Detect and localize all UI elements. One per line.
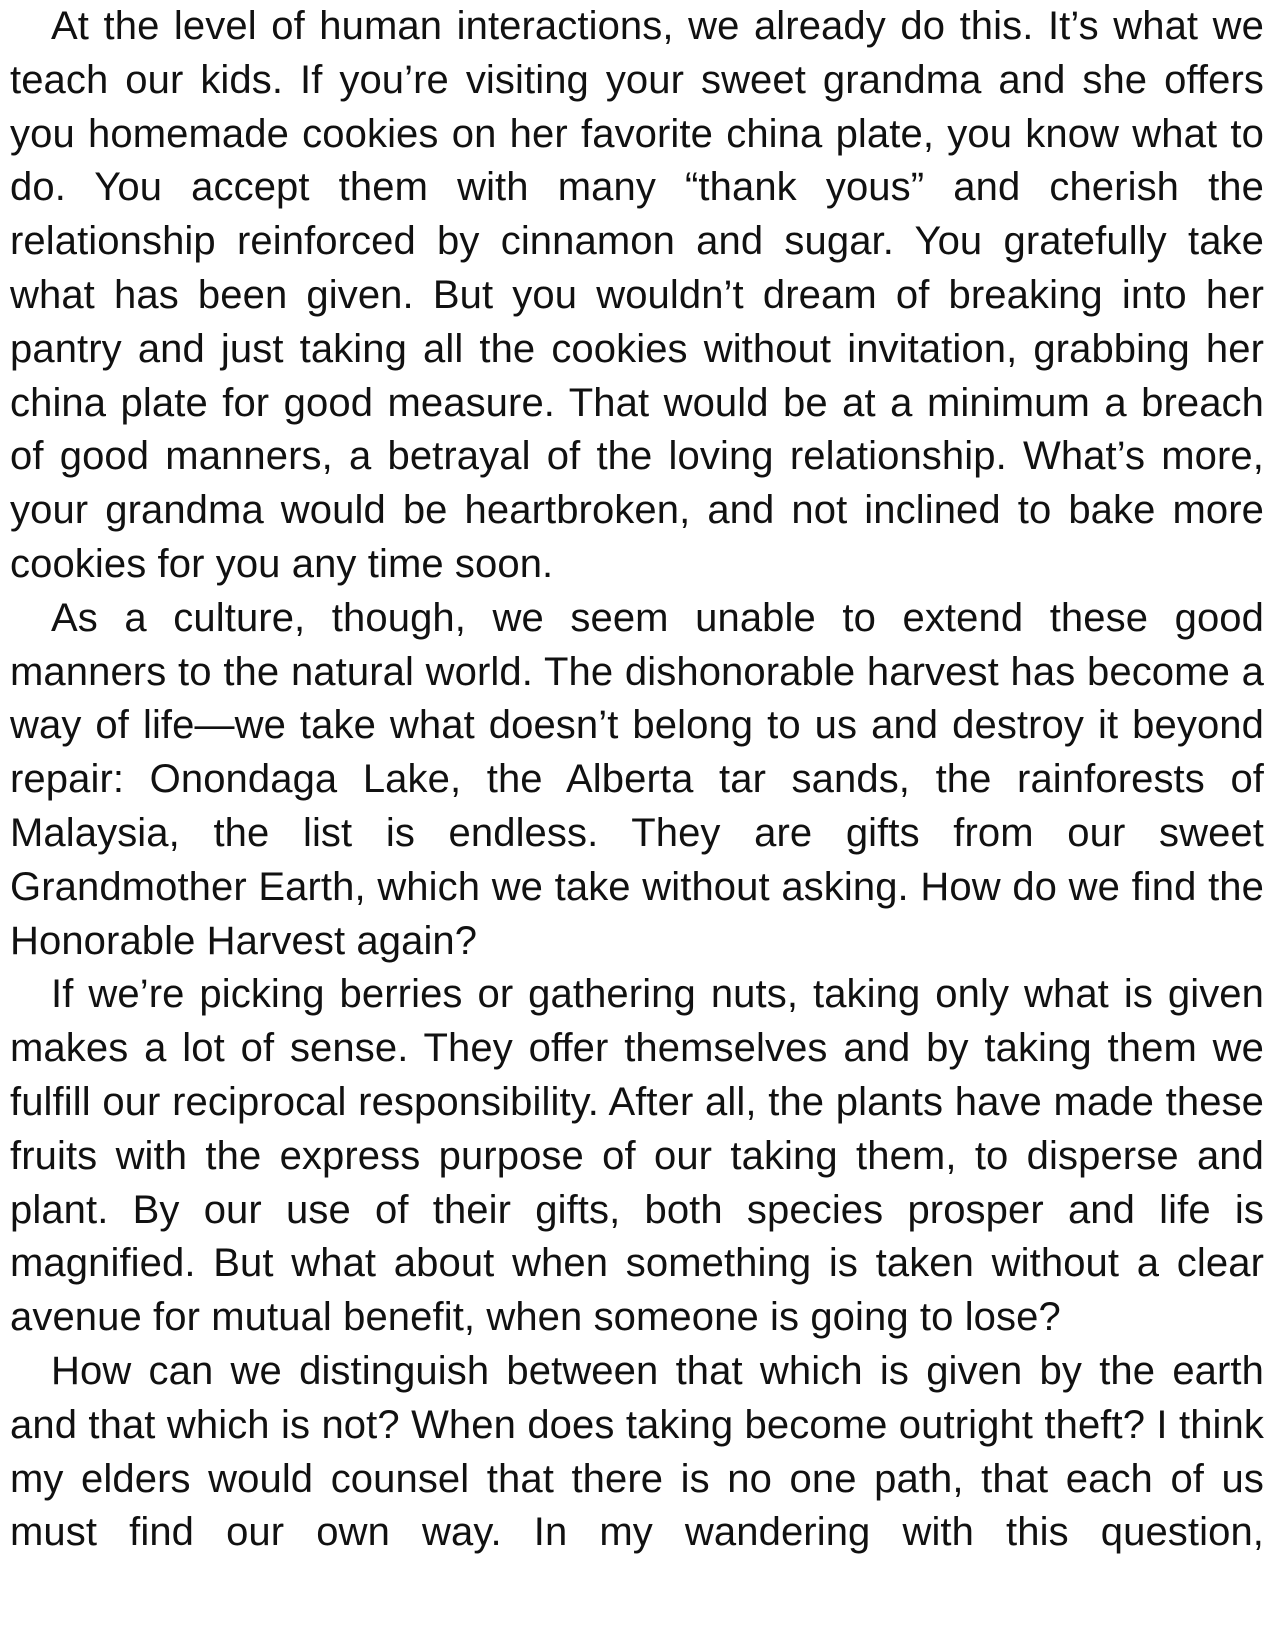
page-body-text (10, 0, 1264, 1560)
paragraph: If we’re picking berries or gathering nuts, taking only what is given makes a lot of sense. They offer themselves and by taking them we fulfill our reciprocal responsibility. After all, the plants have made these fruits with the express purpose of our taking them, to disperse and plant. By our use of their gifts, both species prosper and life is magnified. But what about when something is taken without a clear avenue for mutual benefit, when someone is going to lose? (10, 972, 1264, 1340)
paragraph: How can we distinguish between that which is given by the earth and that which is not? When does taking become outright theft? I think my elders would counsel that there is no one path, that each of us must find our own way. In my wandering with this question, (10, 1348, 1264, 1555)
paragraph: As a culture, though, we seem unable to extend these good manners to the natural world. The dishonorable harvest has become a way of life—we take what doesn’t belong to us and destroy it beyond repair: Onondaga Lake, the Alberta tar sands, the rainforests of Malaysia, the list is endless. They are gifts from our sweet Grandmother Earth, which we take without asking. How do we find the Honorable Harvest again? (10, 595, 1264, 963)
paragraph: At the level of human interactions, we already do this. It’s what we teach our kids. If you’re visiting your sweet grandma and she offers you homemade cookies on her favorite china plate, you know what to do. You accept them with many “thank yous” and cherish the relationship reinforced by cinnamon and sugar. You gratefully take what has been given. But you wouldn’t dream of breaking into her pantry and just taking all the cookies without invitation, grabbing her china plate for good measure. That would be at a minimum a breach of good manners, a betrayal of the loving relationship. What’s more, your grandma would be heartbroken, and not inclined to bake more cookies for you any time soon. (10, 4, 1264, 586)
